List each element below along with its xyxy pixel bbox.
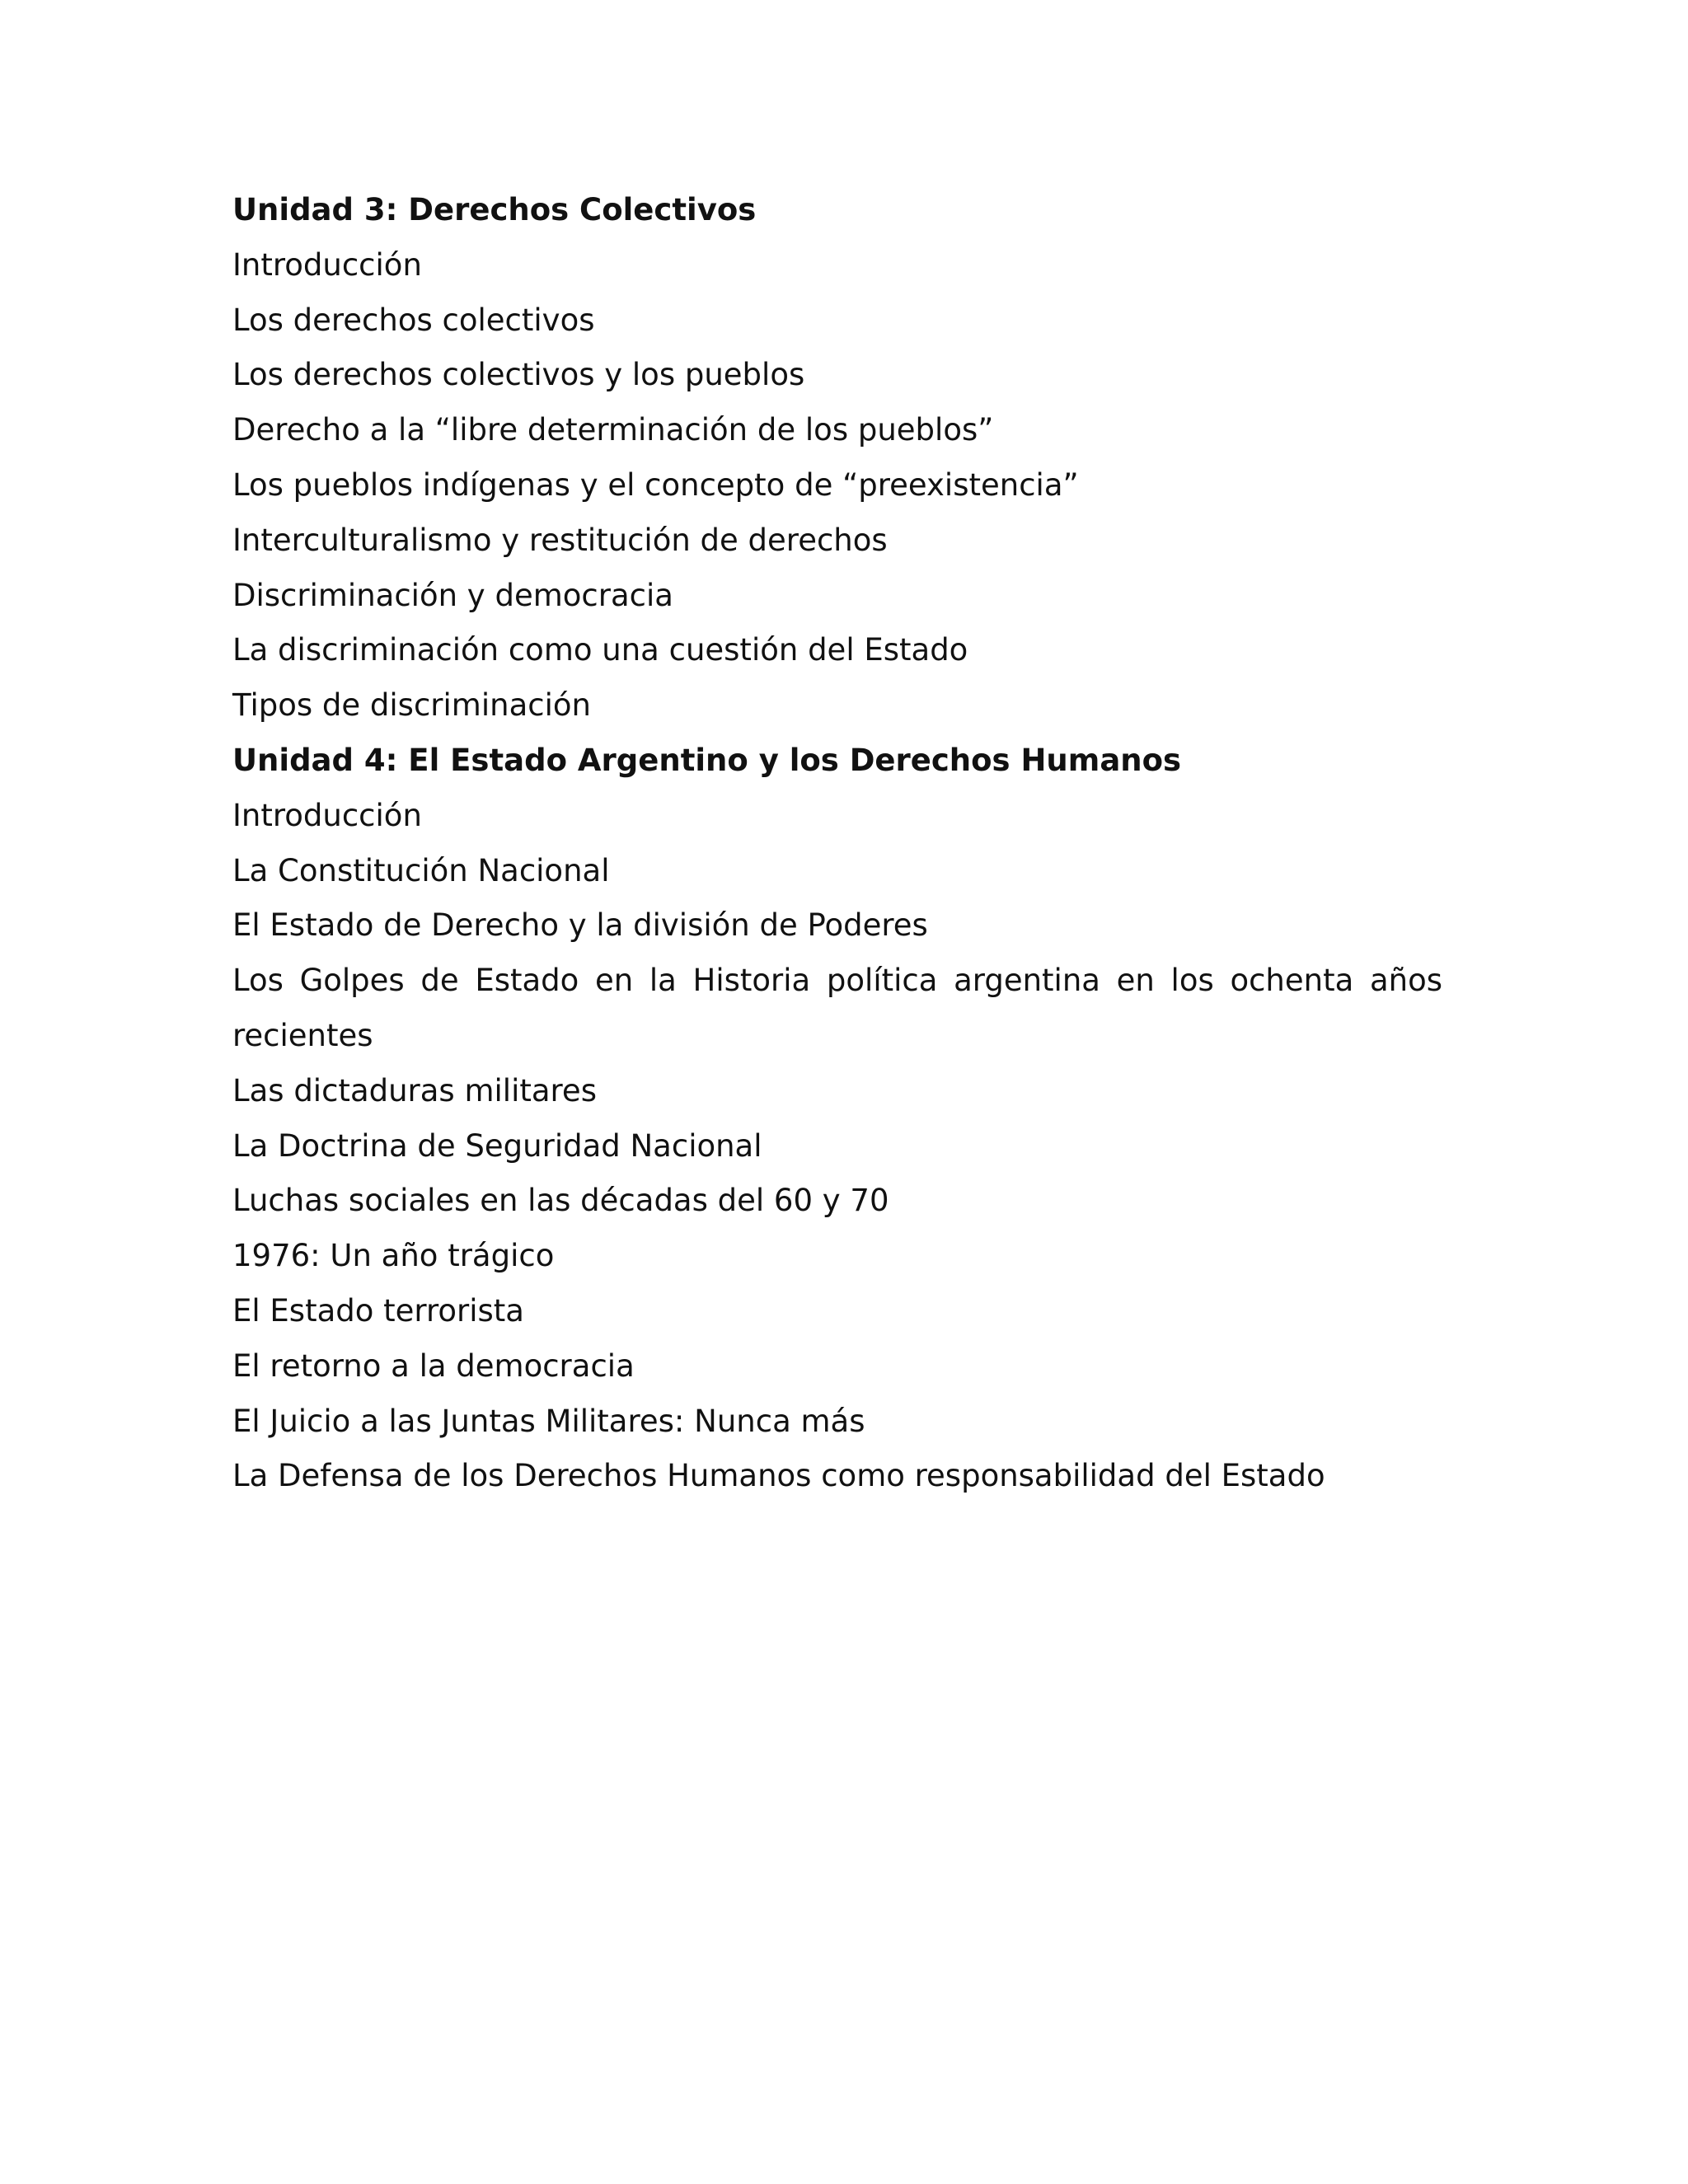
topic-item: Tipos de discriminación (232, 687, 591, 724)
topic-item: Los Golpes de Estado en la Historia política argentina en los ochenta años recientes (232, 963, 1442, 1053)
topic-item: La Constitución Nacional (232, 852, 610, 888)
topic-item: Discriminación y democracia (232, 577, 673, 613)
topic-item: El Estado terrorista (232, 1292, 524, 1329)
unit-3-section (232, 183, 1442, 733)
topic-item: Los derechos colectivos (232, 302, 595, 338)
unit-4-section (232, 733, 1442, 1504)
unit-4-heading: Unidad 4: El Estado Argentino y los Derechos Humanos (232, 742, 1182, 778)
topic-item: Luchas sociales en las décadas del 60 y 70 (232, 1183, 889, 1219)
topic-item: Introducción (232, 246, 422, 283)
topic-item: Derecho a la “libre determinación de los pueblos” (232, 412, 994, 448)
topic-item: La Doctrina de Seguridad Nacional (232, 1127, 762, 1164)
topic-item: El Juicio a las Juntas Militares: Nunca más (232, 1403, 865, 1439)
topic-item: La Defensa de los Derechos Humanos como responsabilidad del Estado (232, 1458, 1325, 1494)
topic-item: El Estado de Derecho y la división de Poderes (232, 907, 928, 944)
table-of-contents (232, 183, 1442, 1504)
topic-item: 1976: Un año trágico (232, 1238, 555, 1274)
topic-item: Los derechos colectivos y los pueblos (232, 357, 805, 393)
topic-item: Introducción (232, 797, 422, 833)
topic-item: El retorno a la democracia (232, 1347, 635, 1384)
topic-item: Interculturalismo y restitución de derechos (232, 522, 888, 558)
topic-item: Los pueblos indígenas y el concepto de “preexistencia” (232, 466, 1079, 503)
topic-item: Las dictaduras militares (232, 1072, 597, 1108)
unit-3-topic-list (232, 238, 1442, 733)
unit-4-topic-list (232, 789, 1442, 1504)
topic-item: La discriminación como una cuestión del Estado (232, 632, 968, 668)
unit-3-heading: Unidad 3: Derechos Colectivos (232, 192, 757, 227)
